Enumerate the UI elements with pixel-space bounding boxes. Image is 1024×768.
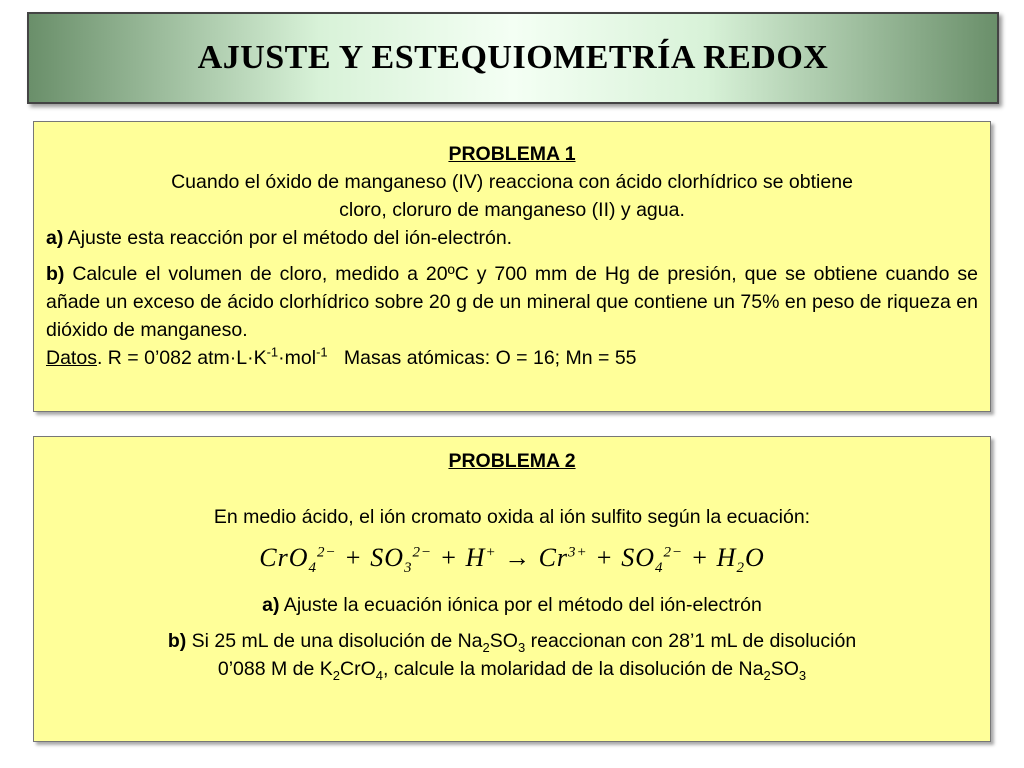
eq-chromate-sub: 4 bbox=[308, 560, 318, 577]
problem-2-intro: En medio ácido, el ión cromato oxida al ión sulfito según la ecuación: bbox=[213, 506, 811, 528]
eq-sulfate: SO bbox=[621, 543, 655, 572]
p2-b2-text-3: , calcule la molaridad de la disolución de Na bbox=[382, 658, 764, 680]
eq-proton: H bbox=[465, 543, 486, 572]
datos-label: Datos bbox=[46, 347, 97, 369]
p2-b-text-1: Si 25 mL de una disolución de Na bbox=[186, 630, 483, 652]
p2-b-text-2: SO bbox=[489, 630, 518, 652]
eq-sulfite-charge: 2− bbox=[412, 544, 433, 561]
eq-sulfate-sub: 4 bbox=[654, 560, 664, 577]
datos-exp-1: -1 bbox=[266, 344, 279, 360]
eq-arrow: → bbox=[496, 543, 539, 572]
datos-r: . R = 0’082 atm·L·K bbox=[96, 347, 267, 369]
p2-b2-sub-3: 2 bbox=[763, 667, 771, 683]
eq-water-sub: 2 bbox=[736, 560, 745, 577]
problem-2-panel bbox=[33, 436, 991, 742]
problem-1-heading: PROBLEMA 1 bbox=[448, 143, 576, 165]
eq-sulfite: SO bbox=[370, 543, 404, 572]
p2-part-a-text: Ajuste la ecuación iónica por el método del ión-electrón bbox=[279, 594, 762, 616]
p2-b2-text-4: SO bbox=[770, 658, 799, 680]
page-title: AJUSTE Y ESTEQUIOMETRÍA REDOX bbox=[197, 39, 829, 76]
eq-chromate: CrO bbox=[259, 543, 309, 572]
redox-equation bbox=[46, 531, 978, 585]
problem-1-part-a bbox=[46, 224, 978, 252]
problem-1-intro-line-2: cloro, cloruro de manganeso (II) y agua. bbox=[339, 199, 685, 221]
problem-1-part-b bbox=[46, 260, 978, 344]
p2-b2-sub-1: 2 bbox=[332, 667, 340, 683]
p2-b-sub-1: 2 bbox=[482, 639, 490, 655]
p2-b2-sub-4: 3 bbox=[798, 667, 807, 683]
eq-proton-charge: + bbox=[485, 544, 497, 561]
eq-water-h: H bbox=[716, 543, 737, 572]
problem-2-heading: PROBLEMA 2 bbox=[448, 450, 576, 472]
eq-chromate-charge: 2− bbox=[317, 544, 337, 561]
problem-1-intro-line-1: Cuando el óxido de manganeso (IV) reacciona con ácido clorhídrico se obtiene bbox=[171, 171, 853, 193]
p2-b2-text-1: 0’088 M de K bbox=[217, 658, 333, 680]
title-banner bbox=[27, 12, 999, 104]
eq-plus-3: + bbox=[587, 543, 622, 572]
eq-chromium-charge: 3+ bbox=[568, 544, 588, 561]
part-b-label: b) bbox=[46, 263, 65, 285]
eq-plus-1: + bbox=[336, 543, 371, 572]
problem-2-part-a bbox=[46, 591, 978, 619]
p2-b-text-3: reaccionan con 28’1 mL de disolución bbox=[525, 630, 857, 652]
eq-plus-2: + bbox=[432, 543, 466, 572]
eq-sulfate-charge: 2− bbox=[663, 544, 684, 561]
problem-1-datos bbox=[46, 344, 978, 372]
problem-2-part-b-line-2 bbox=[46, 655, 978, 683]
problem-1-panel bbox=[33, 121, 991, 412]
eq-plus-4: + bbox=[683, 543, 717, 572]
eq-water-o: O bbox=[744, 543, 765, 572]
p2-b2-sub-2: 4 bbox=[375, 667, 383, 683]
p2-b-sub-2: 3 bbox=[517, 639, 526, 655]
datos-masses: Masas atómicas: O = 16; Mn = 55 bbox=[327, 347, 637, 369]
datos-mol: ·mol bbox=[278, 347, 317, 369]
p2-part-b-label: b) bbox=[167, 630, 187, 652]
eq-chromium: Cr bbox=[538, 543, 569, 572]
p2-part-a-label: a) bbox=[262, 594, 280, 616]
part-a-label: a) bbox=[46, 227, 64, 249]
datos-exp-2: -1 bbox=[316, 344, 328, 360]
part-b-text: Calcule el volumen de cloro, medido a 20ºC y 700 mm de Hg de presión, que se obtiene cuando se añade un exceso de ácido clorhídrico sobre 20 g de un mineral que contiene un 75% en peso de riqueza en dióxido de manganeso. bbox=[46, 263, 978, 341]
problem-2-part-b-line-1 bbox=[46, 627, 978, 655]
p2-b2-text-2: CrO bbox=[340, 658, 376, 680]
part-a-text: Ajuste esta reacción por el método del ión-electrón. bbox=[63, 227, 513, 249]
eq-sulfite-sub: 3 bbox=[403, 560, 413, 577]
